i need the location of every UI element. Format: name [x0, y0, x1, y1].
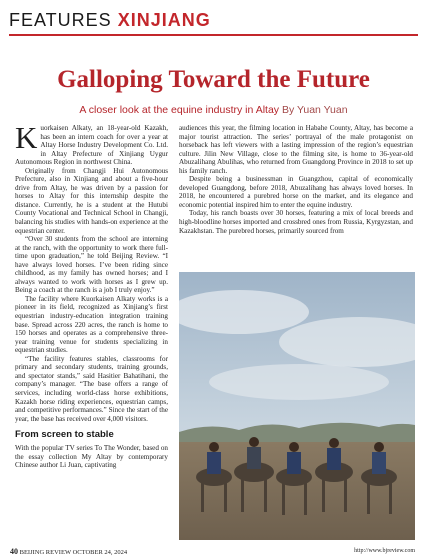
drop-cap: K [15, 120, 38, 155]
subheading: From screen to stable [15, 429, 114, 441]
paragraph-6: With the popular TV series To The Wonder, based on the essay collection My Altay by contemporary Chinese author Li Juan, captivating [15, 444, 168, 470]
right-paragraph-2: Despite being a businessman in Guangzhou, capital of economically developed Guangdong, before 2018, Abuzalihang has always loved horses. In 2018, he encountered a purebred horse on the market, and its elegance and economic potential inspired him to enter the equine industry. [179, 175, 413, 209]
paragraph-3: “Over 30 students from the school are interning at the ranch, with the opportunity to work there full-time upon graduation,” he told Beijing Review. “I have always loved horses. I’ve been riding since childhood, as my family has owned horses; and I always wanted to work with horses as I grew up. Being a coach at the ranch is a job I truly enjoy.” [15, 235, 168, 295]
section-name: FEATURES [9, 10, 112, 30]
section-topic: XINJIANG [117, 10, 211, 30]
footer-issue [10, 547, 127, 556]
page-number: 40 [10, 547, 18, 556]
deck-text: A closer look at the equine industry in Altay [79, 104, 280, 116]
article-deck [0, 104, 427, 116]
header-rule [9, 34, 418, 36]
right-paragraph-3: Today, his ranch boasts over 30 horses, featuring a mix of local breeds and high-bloodline horses imported and crossbred ones from Russia, Kyrgyzstan, and Kazakhstan. The purebred horses, primarily sourced from [179, 209, 413, 235]
paragraph-1 [15, 120, 168, 167]
left-column [15, 120, 168, 470]
right-column [179, 124, 413, 235]
paragraph-2: Originally from Changji Hui Autonomous Prefecture, also in Xinjiang and about a five-hour drive from Altay, he was driven by a passion for horses to Altay for this internship despite the distance. Currently, he is a student at the Hutubi County Vocational and Technical School in Changji, balancing his studies with hands-on experience at the equestrian center. [15, 166, 168, 235]
right-paragraph-1: audiences this year, the filming location in Habahe County, Altay, has become a major tourist attraction. The series’ portrayal of the male protagonist on horseback has left viewers with a lasting impression of the region’s equestrian culture. Jilin New Village, close to the filming site, is home to 36-year-old Abuzalihang Abulihas, who returned from Guangdong Province in 2018 to set up his family ranch. [179, 124, 413, 175]
paragraph-4: The facility where Kuorkaisen Alkaty works is a pioneer in its field, recognized as Xinjiang’s first equestrian industry-education integration training base. Spread across 220 acres, the ranch is home to 150 horses and operates as a comprehensive three-year training venue for students specializing in equestrian studies. [15, 294, 168, 355]
paragraph-1-text: uorkaisen Alkaty, an 18-year-old Kazakh, has been an intern coach for over a year at Altay Horse Industry Development Co. Ltd. in Altay Prefecture of Xinjiang Uygur Autonomous Region in northwest China. [15, 124, 168, 167]
section-kicker [9, 10, 211, 31]
paragraph-5: “The facility features stables, classrooms for primary and secondary students, training grounds, and spectator stands,” said Hasitier Bahatihani, the company’s manager. “The base offers a range of services, including world-class horse exhibitions, Kazakh horse riding experiences, equestrian camps, and competitive performances.” Since the start of the year, the base has received over 4,000 visitors. [15, 354, 168, 423]
article-title: Galloping Toward the Future [57, 66, 370, 93]
riders-photo [179, 272, 415, 540]
footer-url: http://www.bjreview.com [354, 548, 415, 554]
section-header [9, 8, 418, 34]
issue-line: BEIJING REVIEW OCTOBER 24, 2024 [19, 549, 128, 556]
byline: By Yuan Yuan [281, 104, 348, 116]
